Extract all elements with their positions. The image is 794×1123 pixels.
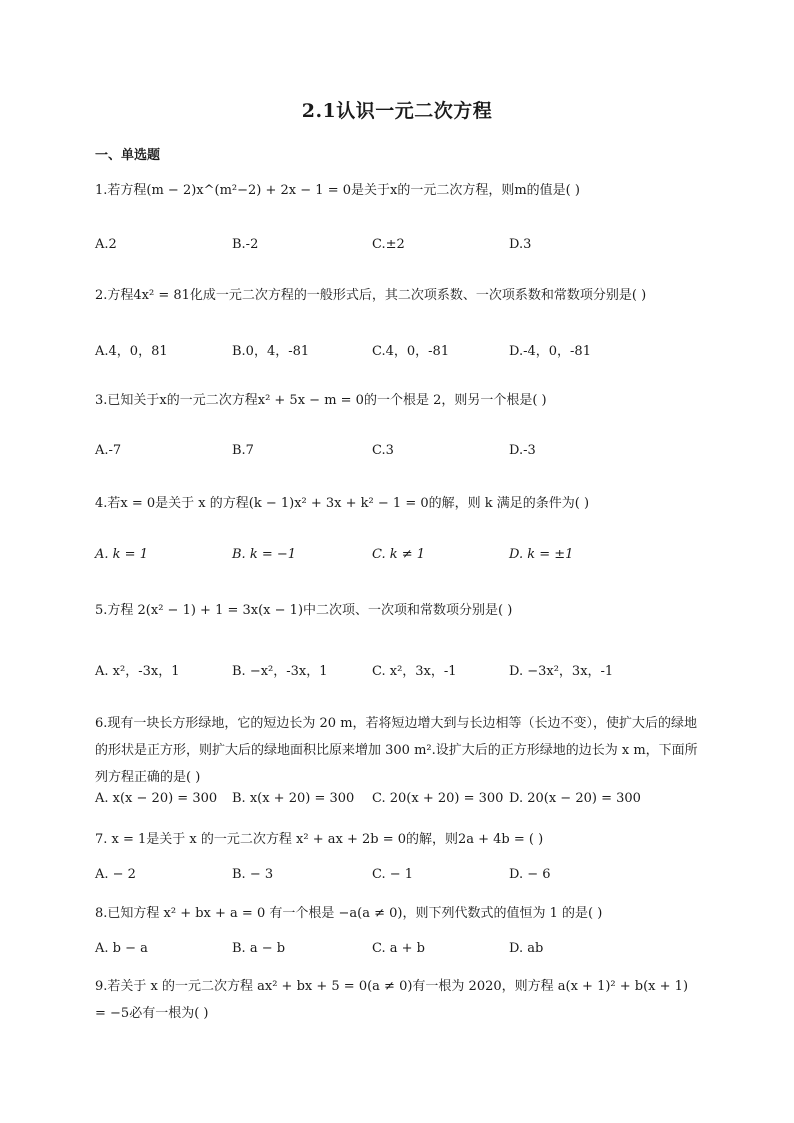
question-8: 8.已知方程 x² + bx + a = 0 有一个根是 −a(a ≠ 0)，则下列代数式的值恒为 1 的是( ): [95, 906, 603, 921]
option-c[interactable]: C.±2: [372, 237, 405, 252]
option-a[interactable]: A. x(x − 20) = 300: [95, 791, 218, 806]
option-b[interactable]: B.-2: [232, 237, 259, 252]
option-c[interactable]: C. x²，3x，-1: [372, 664, 457, 679]
option-d[interactable]: D. −3x²，3x，-1: [509, 664, 614, 679]
option-b[interactable]: B.0，4，-81: [232, 344, 310, 359]
option-b[interactable]: B. − 3: [232, 867, 274, 882]
option-b[interactable]: B. x(x + 20) = 300: [232, 791, 355, 806]
option-c[interactable]: C. a + b: [372, 941, 425, 956]
option-c[interactable]: C. 20(x + 20) = 300: [372, 791, 504, 806]
option-a[interactable]: A. − 2: [95, 867, 136, 882]
question-5: 5.方程 2(x² − 1) + 1 = 3x(x − 1)中二次项、一次项和常数项分别是( ): [95, 603, 513, 618]
page-title: 2.1认识一元二次方程: [301, 100, 493, 122]
question-4-options: [95, 547, 701, 567]
question-6: 6.现有一块长方形绿地，它的短边长为 20 m，若将短边增大到与长边相等（长边不变），使扩大后的绿地的形状是正方形，则扩大后的绿地面积比原来增加 300 m².设扩大后的正方形绿地的边长为 x m，下面所列方程正确的是( ): [95, 716, 698, 785]
question-8-options: [95, 941, 701, 961]
question-6-options: [95, 791, 701, 811]
question-9: 9.若关于 x 的一元二次方程 ax² + bx + 5 = 0(a ≠ 0)有一根为 2020，则方程 a(x + 1)² + b(x + 1) = −5必有一根为( ): [95, 979, 689, 1021]
question-3-options: [95, 443, 701, 463]
option-d[interactable]: D. − 6: [509, 867, 551, 882]
option-a[interactable]: A.2: [95, 237, 117, 252]
question-5-options: [95, 660, 701, 680]
option-d[interactable]: D.-4，0，-81: [509, 344, 591, 359]
option-b[interactable]: B. −x²，-3x，1: [232, 664, 328, 679]
question-1-options: [95, 237, 701, 257]
section-heading: 一、单选题: [95, 148, 161, 163]
question-4: 4.若x = 0是关于 x 的方程(k − 1)x² + 3x + k² − 1 = 0的解，则 k 满足的条件为( ): [95, 496, 590, 511]
option-c[interactable]: C.3: [372, 443, 394, 458]
question-2-options: [95, 340, 701, 360]
option-c[interactable]: C. k ≠ 1: [372, 547, 426, 562]
option-a[interactable]: A. b − a: [95, 941, 148, 956]
option-d[interactable]: D. 20(x − 20) = 300: [509, 791, 641, 806]
option-b[interactable]: B.7: [232, 443, 254, 458]
option-d[interactable]: D. ab: [509, 941, 544, 956]
option-a[interactable]: A.-7: [95, 443, 122, 458]
option-d[interactable]: D.-3: [509, 443, 536, 458]
question-7-options: [95, 867, 701, 887]
option-a[interactable]: A. x²，-3x，1: [95, 664, 180, 679]
question-3: 3.已知关于x的一元二次方程x² + 5x − m = 0的一个根是 2，则另一个根是( ): [95, 393, 547, 408]
option-b[interactable]: B. k = −1: [232, 547, 297, 562]
option-c[interactable]: C. − 1: [372, 867, 414, 882]
option-d[interactable]: D. k = ±1: [509, 547, 574, 562]
option-c[interactable]: C.4，0，-81: [372, 344, 450, 359]
option-a[interactable]: A.4，0，81: [95, 344, 168, 359]
question-2: 2.方程4x² = 81化成一元二次方程的一般形式后，其二次项系数、一次项系数和常数项分别是( ): [95, 288, 647, 303]
question-7: 7. x = 1是关于 x 的一元二次方程 x² + ax + 2b = 0的解，则2a + 4b = ( ): [95, 832, 544, 847]
option-b[interactable]: B. a − b: [232, 941, 286, 956]
option-d[interactable]: D.3: [509, 237, 532, 252]
question-1: 1.若方程(m − 2)x^(m²−2) + 2x − 1 = 0是关于x的一元二次方程，则m的值是( ): [95, 183, 580, 198]
option-a[interactable]: A. k = 1: [95, 547, 148, 562]
